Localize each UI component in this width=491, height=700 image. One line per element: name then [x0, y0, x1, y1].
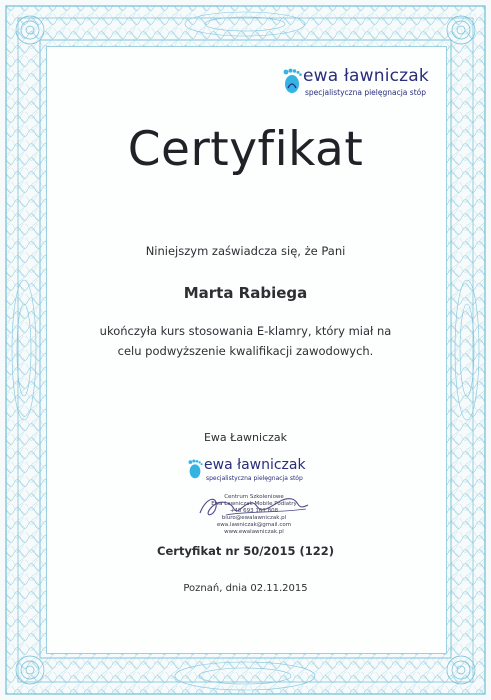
stamp-tagline: specjalistyczna pielęgnacja stóp — [206, 475, 303, 482]
recipient-name: Marta Rabiega — [183, 284, 308, 302]
certificate-title: Certyfikat — [127, 122, 364, 177]
stamp-line-3: +48 693 161 808 — [229, 508, 279, 514]
logo-brand: ewa ławniczak — [303, 66, 429, 86]
certificate-body — [0, 321, 491, 361]
certificate-number: Certyfikat nr 50/2015 (122) — [157, 544, 334, 558]
company-logo — [281, 66, 431, 106]
body-line-1: ukończyła kurs stosowania E-klamry, który miał na — [99, 324, 392, 338]
stamp-line-1: Centrum Szkoleniowe — [224, 494, 284, 500]
stamp-line-2: Ewa Ławniczak Mobile Podiatry — [211, 501, 297, 507]
stamp-line-4: biuro@ewalawniczak.pl — [221, 515, 287, 521]
place-and-date: Poznań, dnia 02.11.2015 — [183, 583, 308, 594]
body-line-2: celu podwyższenie kwalifikacji zawodowych. — [117, 344, 374, 358]
stamp-line-5: ewa.lawniczak@gmail.com — [216, 522, 292, 528]
certificate-intro: Niniejszym zaświadcza się, że Pani — [145, 244, 346, 258]
stamp-brand: ewa ławniczak — [204, 457, 306, 473]
foot-icon — [281, 68, 303, 94]
signer-name: Ewa Ławniczak — [203, 431, 288, 444]
stamp-line-6: www.ewalawniczak.pl — [224, 529, 284, 535]
stamp-foot-icon — [186, 459, 204, 479]
logo-tagline: specjalistyczna pielęgnacja stóp — [305, 88, 426, 97]
handwritten-signature — [196, 487, 316, 523]
company-stamp — [184, 455, 324, 540]
